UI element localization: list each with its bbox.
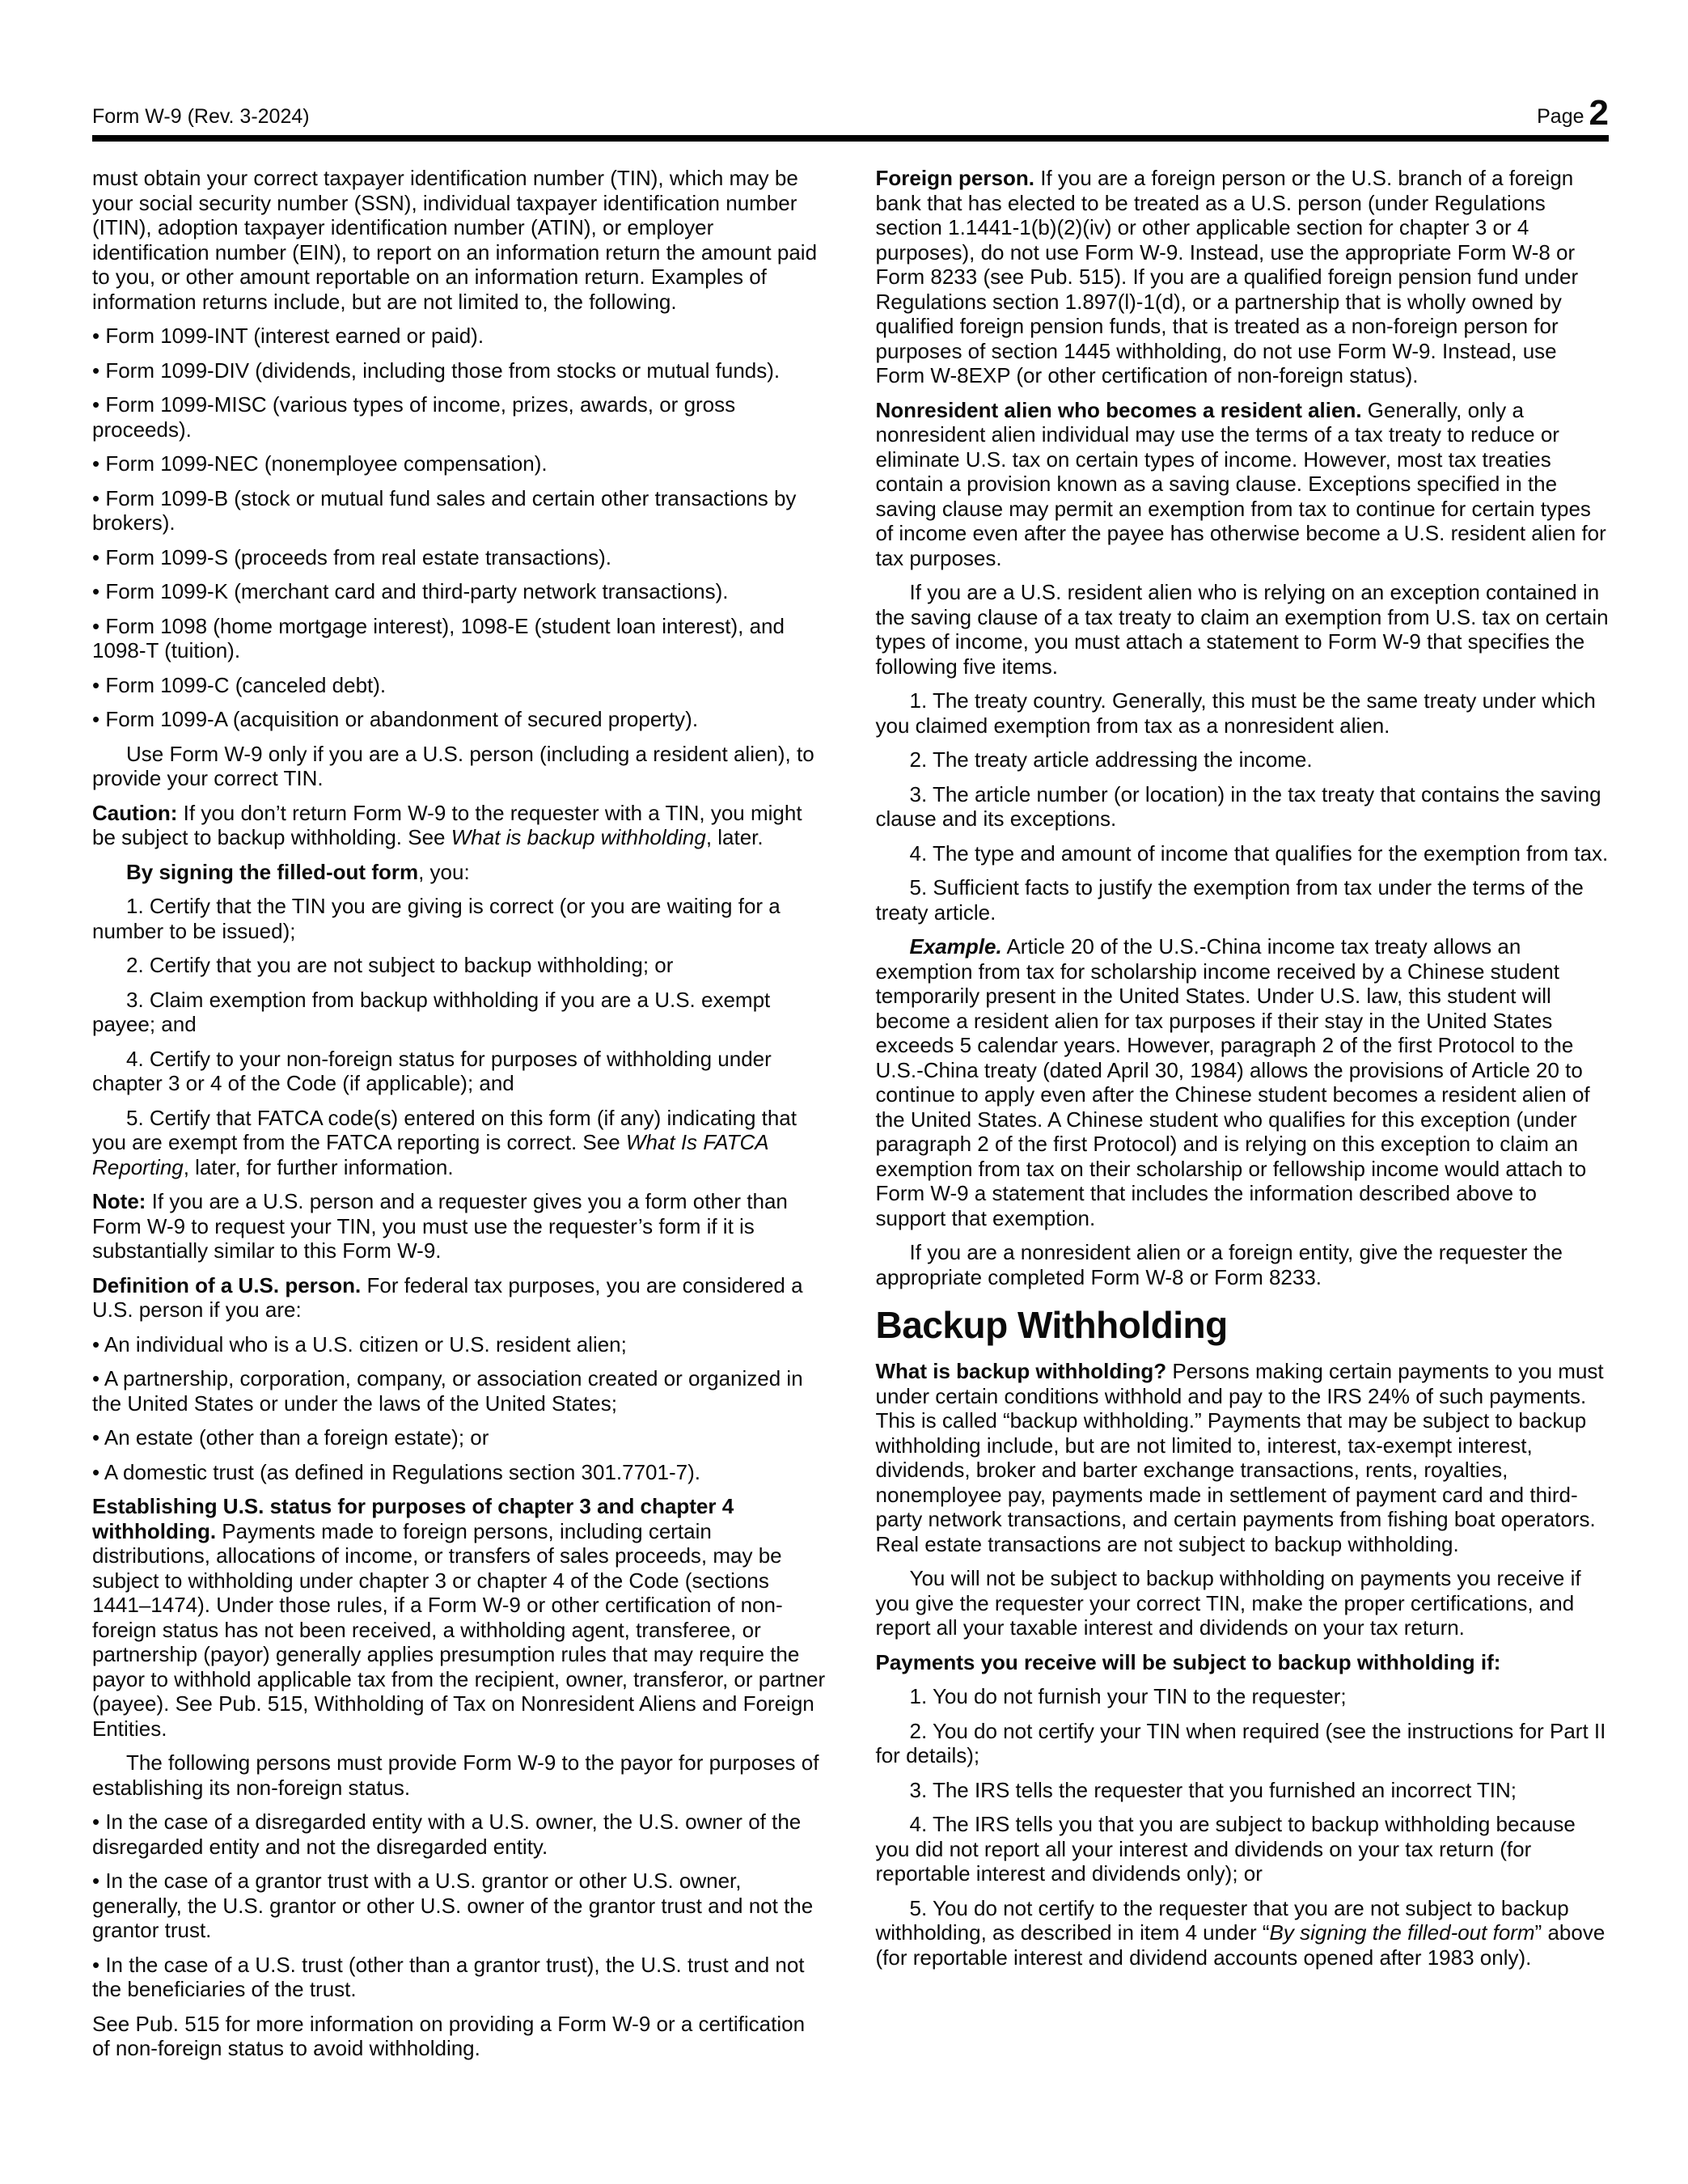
paragraph: [92, 1106, 826, 1180]
text-run: Note:: [92, 1189, 146, 1214]
bullet-item: [92, 486, 826, 535]
text-run: If you don’t return Form W-9 to the requester with a TIN, you might be subject to backup withholding. See: [92, 800, 802, 850]
text-run: What Is FATCA Reporting: [92, 1130, 768, 1179]
text-run: Backup Withholding: [875, 1304, 1228, 1347]
paragraph: [92, 953, 826, 978]
paragraph: [876, 1359, 1610, 1556]
paragraph: [92, 1273, 826, 1323]
text-run: • A domestic trust (as defined in Regulations section 301.7701-7).: [92, 1459, 700, 1484]
bullet-item: [92, 1332, 826, 1357]
text-run: • Form 1099-B (stock or mutual fund sales and certain other transactions by brokers).: [92, 485, 797, 535]
text-run: Generally, only a nonresident alien individual may use the terms of a tax treaty to reduce or eliminate U.S. tax on certain types of income. However, most tax treaties contain a provision known as a saving clause. Exceptions specified in the saving clause may permit an exemption from tax to continue for certain types of income even after the payee has otherwise become a U.S. resident alien for tax purposes.: [875, 397, 1606, 570]
text-run: Payments made to foreign persons, including certain distributions, allocations of income, or transfers of sales proceeds, may be subject to withholding under chapter 3 or chapter 4 of the Code (sections 1441–1474). Under those rules, if a Form W-9 or other certification of non-foreign status has not been received, a withholding agent, transferee, or partnership (payor) generally applies presumption rules that may require the payor to withhold applicable tax from the recipient, owner, transferor, or partner (payee). See Pub. 515, Withholding of Tax on Nonresident Aliens and Foreign Entities.: [92, 1518, 826, 1741]
text-run: What is backup withholding: [451, 825, 706, 850]
paragraph: [92, 1750, 826, 1800]
paragraph: [876, 1684, 1610, 1709]
text-run: • A partnership, corporation, company, or association created or organized in the United States or under the laws of the United States;: [92, 1366, 803, 1416]
text-run: , later, for further information.: [183, 1154, 454, 1179]
paragraph: [876, 875, 1610, 925]
text-run: , later.: [705, 825, 764, 850]
text-run: 3. The IRS tells the requester that you furnished an incorrect TIN;: [909, 1777, 1517, 1802]
paragraph: [92, 2012, 826, 2061]
paragraph: [876, 1566, 1610, 1640]
text-run: • Form 1099-NEC (nonemployee compensation).: [92, 451, 548, 476]
text-run: 4. Certify to your non-foreign status for purposes of withholding under chapter 3 or 4 of the Code (if applicable); and: [92, 1046, 772, 1096]
paragraph: [876, 398, 1610, 571]
paragraph: [876, 1896, 1610, 1970]
text-run: ” above (for reportable interest and dividend accounts opened after 1983 only).: [875, 1920, 1606, 1970]
text-run: • In the case of a U.S. trust (other than a grantor trust), the U.S. trust and not the beneficiaries of the trust.: [92, 1952, 805, 2002]
paragraph: [92, 801, 826, 850]
text-run: • Form 1099-INT (interest earned or paid).: [92, 324, 484, 349]
bullet-item: [92, 1809, 826, 1859]
form-revision-label: Form W-9 (Rev. 3-2024): [92, 105, 310, 129]
text-run: 1. Certify that the TIN you are giving is correct (or you are waiting for a number to be issued);: [92, 894, 781, 943]
text-run: Payments you receive will be subject to backup withholding if:: [875, 1649, 1501, 1674]
text-run: If you are a foreign person or the U.S. branch of a foreign bank that has elected to be treated as a U.S. person (under Regulations section 1.1441-1(b)(2)(iv) or other applicable section for chapter 3 or 4 purposes), do not use Form W-9. Instead, use the appropriate Form W-8 or Form 8233 (see Pub. 515). If you are a qualified foreign pension fund under Regulations section 1.897(l)-1(d), or a partnership that is wholly owned by qualified foreign pension funds, that is treated as a non-foreign person for purposes of section 1445 withholding, do not use Form W-9. Instead, use Form W-8EXP (or other certification of non-foreign status).: [875, 166, 1579, 388]
text-run: 3. The article number (or location) in the tax treaty that contains the saving clause and its exceptions.: [875, 781, 1601, 832]
text-run: 4. The type and amount of income that qualifies for the exemption from tax.: [909, 840, 1609, 866]
text-run: • Form 1099-S (proceeds from real estate transactions).: [92, 544, 612, 569]
paragraph: [876, 782, 1610, 832]
text-run: • Form 1098 (home mortgage interest), 1098-E (student loan interest), and 1098-T (tuition).: [92, 613, 785, 663]
left-column: [92, 166, 826, 2071]
page-number-value: 2: [1589, 93, 1609, 133]
paragraph: [876, 1778, 1610, 1803]
text-run: • Form 1099-DIV (dividends, including those from stocks or mutual funds).: [92, 358, 781, 383]
bullet-item: [92, 579, 826, 604]
page-label: Page: [1537, 105, 1584, 129]
bullet-item: [92, 392, 826, 442]
text-run: For federal tax purposes, you are considered a U.S. person if you are:: [92, 1272, 803, 1323]
text-run: Example.: [909, 934, 1002, 959]
text-run: If you are a U.S. person and a requester gives you a form other than Form W-9 to request your TIN, you must use the requester’s form if it is substantially similar to this Form W-9.: [92, 1189, 788, 1263]
text-run: 4. The IRS tells you that you are subject to backup withholding because you did not report all your interest and dividends on your tax return (for reportable interest and dividends only); or: [875, 1812, 1576, 1886]
text-run: 2. The treaty article addressing the income.: [909, 747, 1313, 772]
text-run: Use Form W-9 only if you are a U.S. person (including a resident alien), to provide your correct TIN.: [92, 741, 814, 791]
paragraph: [876, 166, 1610, 388]
text-run: If you are a nonresident alien or a foreign entity, give the requester the appropriate completed Form W-8 or Form 8233.: [875, 1240, 1563, 1289]
text-run: If you are a U.S. resident alien who is relying on an exception contained in the saving clause of a tax treaty to claim an exemption from U.S. tax on certain types of income, you must attach a statement to Form W-9 that specifies the following five items.: [875, 580, 1609, 679]
section-heading: [875, 1304, 1610, 1347]
bullet-item: [92, 545, 826, 570]
text-run: • In the case of a disregarded entity with a U.S. owner, the U.S. owner of the disregarded entity and not the disregarded entity.: [92, 1809, 802, 1859]
paragraph: [92, 894, 826, 943]
paragraph: [876, 1650, 1610, 1675]
text-run: Foreign person.: [875, 166, 1034, 191]
text-run: , you:: [418, 859, 470, 884]
bullet-item: [92, 451, 826, 476]
paragraph: [92, 742, 826, 791]
paragraph: [876, 1812, 1610, 1886]
text-run: 1. The treaty country. Generally, this must be the same treaty under which you claimed exemption from tax as a nonresident alien.: [875, 688, 1596, 738]
text-run: must obtain your correct taxpayer identification number (TIN), which may be your social security number (SSN), individual taxpayer identification number (ITIN), adoption taxpayer identification number (ATIN), or employer identification number (EIN), to report on an information return the amount paid to you, or other amount reportable on an information return. Examples of information returns include, but are not limited to, the following.: [92, 166, 818, 314]
header-rule: [92, 135, 1609, 142]
bullet-item: [92, 614, 826, 663]
text-run: What is backup withholding?: [875, 1359, 1167, 1384]
paragraph: [876, 747, 1610, 772]
paragraph: [876, 1719, 1610, 1768]
two-column-body: [92, 166, 1609, 2071]
text-run: Persons making certain payments to you must under certain conditions withhold and pay to the IRS 24% of such payments. This is called “backup withholding.” Payments that may be subject to backup withholding include, but are not limited to, interest, tax-exempt interest, dividends, broker and barter exchange transactions, rents, royalties, nonemployee pay, payments made in settlement of payment card and third-party network transactions, and certain payments from fishing boat operators. Real estate transactions are not subject to backup withholding.: [875, 1359, 1604, 1556]
page-header: [92, 93, 1609, 133]
text-run: 2. Certify that you are not subject to backup withholding; or: [126, 953, 674, 978]
text-run: See Pub. 515 for more information on providing a Form W-9 or a certification of non-foreign status to avoid withholding.: [92, 2011, 806, 2061]
bullet-item: [92, 1366, 826, 1416]
paragraph: [876, 934, 1610, 1230]
paragraph: [92, 1047, 826, 1096]
bullet-item: [92, 1869, 826, 1943]
bullet-item: [92, 324, 826, 349]
text-run: 3. Claim exemption from backup withholding if you are a U.S. exempt payee; and: [92, 987, 771, 1037]
text-run: 5. Sufficient facts to justify the exemption from tax under the terms of the treaty article.: [875, 875, 1584, 925]
text-run: Nonresident alien who becomes a resident alien.: [875, 397, 1362, 422]
text-run: By signing the filled-out form: [1269, 1920, 1535, 1945]
bullet-item: [92, 358, 826, 383]
text-run: By signing the filled-out form: [126, 859, 419, 884]
text-run: • An individual who is a U.S. citizen or U.S. resident alien;: [92, 1331, 627, 1357]
paragraph: [876, 688, 1610, 738]
text-run: • An estate (other than a foreign estate); or: [92, 1425, 489, 1450]
bullet-item: [92, 1425, 826, 1450]
text-run: Article 20 of the U.S.-China income tax treaty allows an exemption from tax for scholarship income received by a Chinese student temporarily present in the United States. Under U.S. law, this student will become a resident alien for tax purposes if their stay in the United States exceeds 5 calendar years. However, paragraph 2 of the first Protocol to the U.S.-China treaty (dated April 30, 1984) allows the provisions of Article 20 to continue to apply even after the Chinese student becomes a resident alien of the United States. A Chinese student who qualifies for this exception (under paragraph 2 of the first Protocol) and is relying on this exception to claim an exemption from tax on their scholarship or fellowship income would attach to Form W-9 a statement that includes the information described above to support that exemption.: [875, 934, 1590, 1230]
text-run: Establishing U.S. status for purposes of chapter 3 and chapter 4 withholding.: [92, 1494, 734, 1543]
right-column: [876, 166, 1610, 2071]
text-run: 5. You do not certify to the requester that you are not subject to backup withholding, as described in item 4 under “: [875, 1895, 1569, 1945]
paragraph: [92, 860, 826, 885]
paragraph: [876, 841, 1610, 866]
bullet-item: [92, 673, 826, 698]
paragraph: [876, 580, 1610, 679]
text-run: 5. Certify that FATCA code(s) entered on this form (if any) indicating that you are exempt from the FATCA reporting is correct. See: [92, 1105, 797, 1155]
paragraph: [92, 1189, 826, 1263]
page-number: [1537, 93, 1609, 133]
text-run: • Form 1099-MISC (various types of income, prizes, awards, or gross proceeds).: [92, 392, 736, 442]
text-run: 2. You do not certify your TIN when required (see the instructions for Part II for details);: [875, 1718, 1606, 1768]
text-run: • Form 1099-A (acquisition or abandonment of secured property).: [92, 707, 699, 732]
paragraph: [92, 988, 826, 1037]
bullet-item: [92, 707, 826, 732]
text-run: Caution:: [92, 800, 178, 825]
text-run: You will not be subject to backup withholding on payments you receive if you give the requester your correct TIN, make the proper certifications, and report all your taxable interest and dividends on your tax return.: [875, 1566, 1581, 1640]
paragraph: [92, 166, 826, 314]
paragraph: [92, 1494, 826, 1741]
text-run: Definition of a U.S. person.: [92, 1272, 362, 1297]
text-run: • In the case of a grantor trust with a U.S. grantor or other U.S. owner, generally, the U.S. grantor or other U.S. owner of the grantor trust and not the grantor trust.: [92, 1869, 814, 1943]
text-run: • Form 1099-C (canceled debt).: [92, 672, 387, 697]
paragraph: [876, 1240, 1610, 1289]
bullet-item: [92, 1953, 826, 2002]
text-run: 1. You do not furnish your TIN to the requester;: [909, 1684, 1347, 1709]
text-run: The following persons must provide Form W-9 to the payor for purposes of establishing its non-foreign status.: [92, 1750, 819, 1800]
text-run: • Form 1099-K (merchant card and third-party network transactions).: [92, 579, 729, 604]
bullet-item: [92, 1460, 826, 1485]
